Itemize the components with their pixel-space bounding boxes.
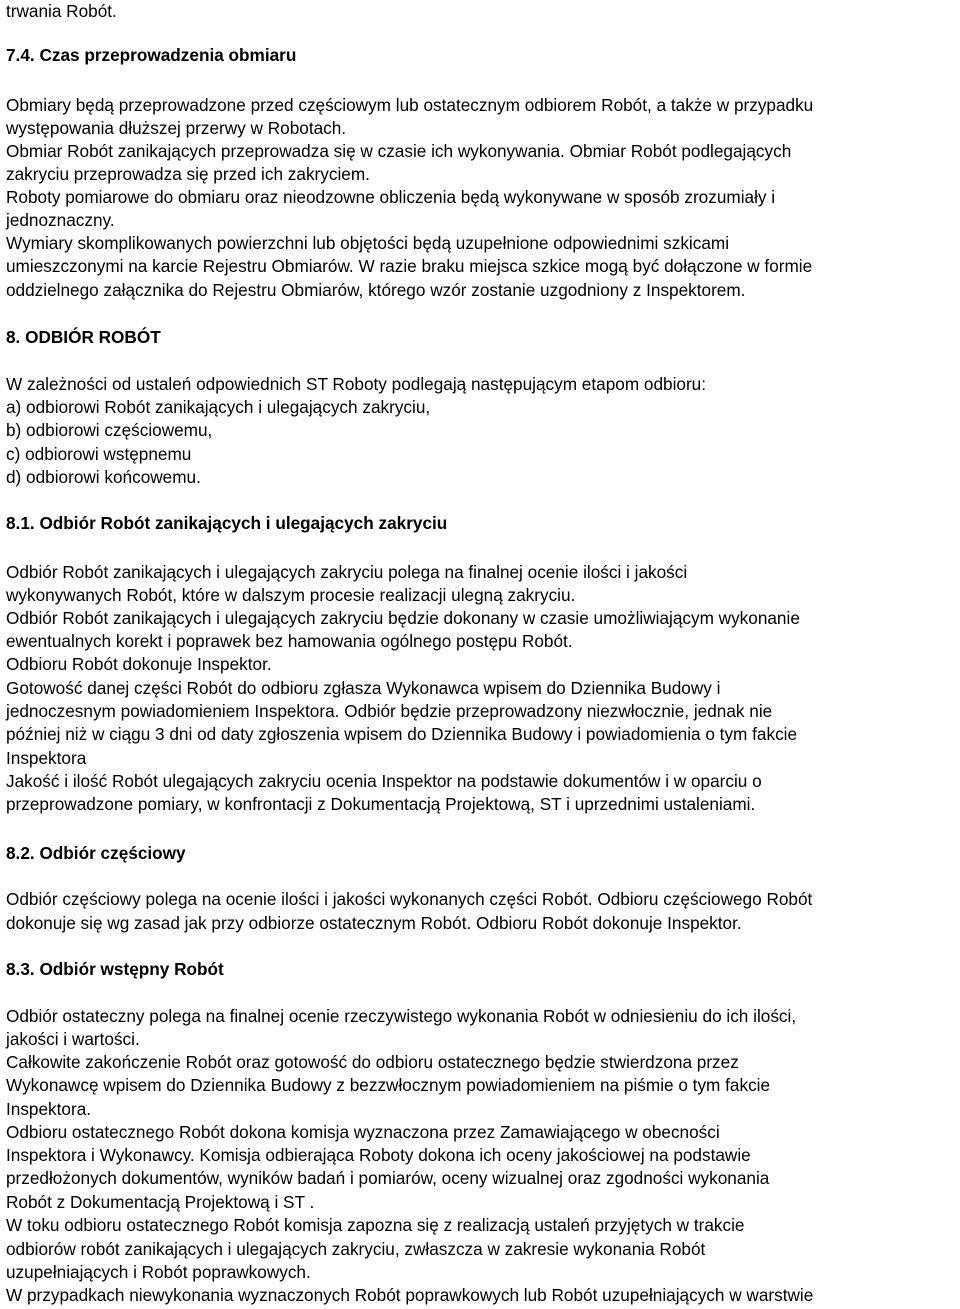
section-heading-8-3: 8.3. Odbiór wstępny Robót: [6, 959, 224, 979]
text-line: Odbiór częściowy polega na ocenie ilości i jakości wykonanych części Robót. Odbioru częściowego Robót: [6, 889, 813, 909]
text-line: Wykonawcę wpisem do Dziennika Budowy z bezzwłocznym powiadomieniem na piśmie o tym fakcie: [6, 1075, 771, 1095]
text-line: Roboty pomiarowe do obmiaru oraz nieodzowne obliczenia będą wykonywane w sposób zrozumiały i: [6, 187, 776, 207]
text-line: Gotowość danej części Robót do odbioru zgłasza Wykonawca wpisem do Dziennika Budowy i: [6, 678, 721, 698]
text-line: Robót z Dokumentacją Projektową i ST .: [6, 1192, 315, 1212]
text-line: W toku odbioru ostatecznego Robót komisja zapozna się z realizacją ustaleń przyjętych w trakcie: [6, 1215, 745, 1235]
text-line: dokonuje się wg zasad jak przy odbiorze ostatecznym Robót. Odbioru Robót dokonuje Inspektor.: [6, 913, 742, 933]
text-line: Odbiór ostateczny polega na finalnej ocenie rzeczywistego wykonania Robót w odniesieniu do ich ilości,: [6, 1006, 797, 1026]
text-line: Inspektora.: [6, 1099, 92, 1119]
text-line: umieszczonymi na karcie Rejestru Obmiarów. W razie braku miejsca szkice mogą być dołączone w formie: [6, 256, 813, 276]
list-item: d) odbiorowi końcowemu.: [6, 467, 201, 487]
text-line: wykonywanych Robót, które w dalszym procesie realizacji ulegną zakryciu.: [6, 585, 576, 605]
text-line: W zależności od ustaleń odpowiednich ST Roboty podlegają następującym etapom odbioru:: [6, 374, 707, 394]
text-line: odbiorów robót zanikających i ulegających zakryciu, zwłaszcza w zakresie wykonania Robót: [6, 1239, 706, 1259]
text-line: jakości i wartości.: [6, 1029, 140, 1049]
text-line: Odbioru ostatecznego Robót dokona komisja wyznaczona przez Zamawiającego w obecności: [6, 1122, 720, 1142]
list-item: a) odbiorowi Robót zanikających i ulegających zakryciu,: [6, 397, 431, 417]
text-line: uzupełniających i Robót poprawkowych.: [6, 1262, 311, 1282]
text-line: zakryciu przeprowadza się przed ich zakryciem.: [6, 164, 370, 184]
text-line: Odbioru Robót dokonuje Inspektor.: [6, 654, 272, 674]
text-line: Inspektora: [6, 748, 87, 768]
text-line: oddzielnego załącznika do Rejestru Obmiarów, którego wzór zostanie uzgodniony z Inspektorem.: [6, 280, 746, 300]
list-item: c) odbiorowi wstępnemu: [6, 444, 192, 464]
text-line: Wymiary skomplikowanych powierzchni lub objętości będą uzupełnione odpowiednimi szkicami: [6, 233, 730, 253]
text-line: Całkowite zakończenie Robót oraz gotowość do odbioru ostatecznego będzie stwierdzona przez: [6, 1052, 739, 1072]
text-line: Inspektora i Wykonawcy. Komisja odbierająca Roboty dokona ich oceny jakościowej na podstawie: [6, 1145, 751, 1165]
text-line: Odbiór Robót zanikających i ulegających zakryciu polega na finalnej ocenie ilości i jakości: [6, 562, 688, 582]
text-line: przeprowadzone pomiary, w konfrontacji z Dokumentacją Projektową, ST i uprzednimi ustaleniami.: [6, 794, 756, 814]
text-line: później niż w ciągu 3 dni od daty zgłoszenia wpisem do Dziennika Budowy i powiadomienia o tym fakcie: [6, 724, 798, 744]
text-line: trwania Robót.: [6, 1, 117, 21]
section-heading-8: 8. ODBIÓR ROBÓT: [6, 327, 161, 347]
section-heading-7-4: 7.4. Czas przeprowadzenia obmiaru: [6, 45, 297, 65]
text-line: ewentualnych korekt i poprawek bez hamowania ogólnego postępu Robót.: [6, 631, 573, 651]
text-line: Obmiar Robót zanikających przeprowadza się w czasie ich wykonywania. Obmiar Robót podlegających: [6, 141, 792, 161]
section-heading-8-2: 8.2. Odbiór częściowy: [6, 843, 186, 863]
text-line: jednoznaczny.: [6, 210, 115, 230]
text-line: Jakość i ilość Robót ulegających zakryciu ocenia Inspektor na podstawie dokumentów i w oparciu o: [6, 771, 762, 791]
text-line: występowania dłuższej przerwy w Robotach.: [6, 118, 347, 138]
text-line: przedłożonych dokumentów, wyników badań i pomiarów, oceny wizualnej oraz zgodności wykonania: [6, 1168, 770, 1188]
text-line: jednoczesnym powiadomieniem Inspektora. Odbiór będzie przeprowadzony niezwłocznie, jednak nie: [6, 701, 773, 721]
text-line: Odbiór Robót zanikających i ulegających zakryciu będzie dokonany w czasie umożliwiającym wykonanie: [6, 608, 800, 628]
section-heading-8-1: 8.1. Odbiór Robót zanikających i ulegających zakryciu: [6, 513, 448, 533]
text-line: Obmiary będą przeprowadzone przed częściowym lub ostatecznym odbiorem Robót, a także w przypadku: [6, 95, 814, 115]
list-item: b) odbiorowi częściowemu,: [6, 420, 213, 440]
text-line: W przypadkach niewykonania wyznaczonych Robót poprawkowych lub Robót uzupełniających w warstwie: [6, 1285, 814, 1305]
